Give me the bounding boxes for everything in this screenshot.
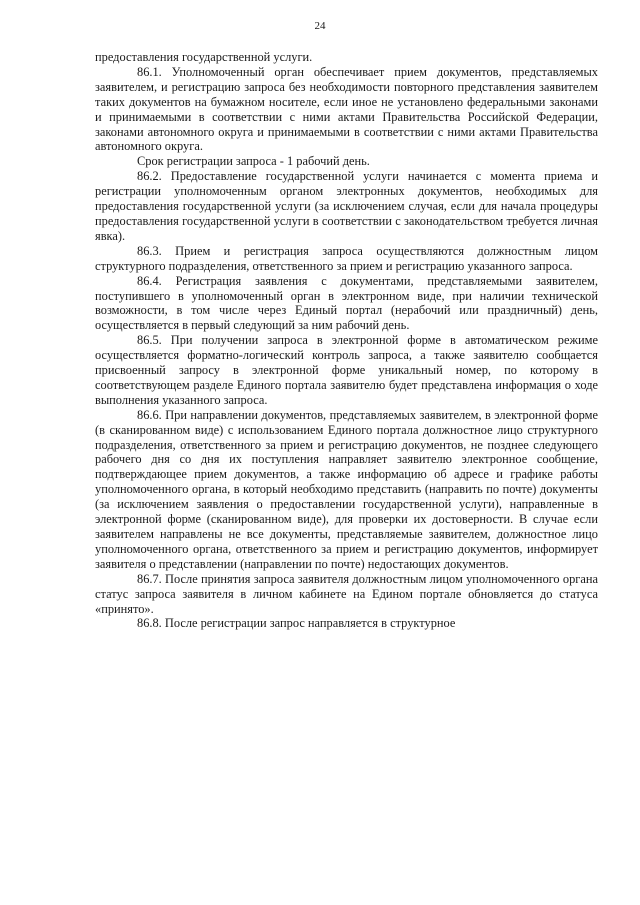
paragraph: Срок регистрации запроса - 1 рабочий день. xyxy=(137,154,370,169)
paragraph: 86.6. При направлении документов, представляемых заявителем, в электронной форме (в сканированном виде) с использованием Единого портала должностное лицо структурного подразделения, ответственного за прием и регистрацию документов, не позднее следующего рабочего дня со дня их поступления направляет заявителю электронное сообщение, подтверждающее прием документов, а также информацию об адресе и графике работы уполномоченного органа, в который необходимо представить (направить по почте) документы (за исключением заявления о предоставлении государственной услуги), направленные в электронной форме (сканированном виде), для проверки их достоверности. В случае если заявителем направлены не все документы, представляемые заявителем, должностное лицо уполномоченного органа, ответственного за прием и регистрацию документов, информирует заявителя о представлении (направлении по почте) недостающих документов. xyxy=(95,407,598,571)
paragraph: 86.7. После принятия запроса заявителя должностным лицом уполномоченного органа статус запроса заявителя в личном кабинете на Едином портале обновляется до статуса «принято». xyxy=(95,571,598,616)
page-number: 24 xyxy=(314,20,326,32)
paragraph: 86.5. При получении запроса в электронной форме в автоматическом режиме осуществляется форматно-логический контроль запроса, а также заявителю сообщается присвоенный запросу в электронной форме уникальный номер, по которому в соответствующем разделе Единого портала заявителю будет представлена информация о ходе выполнения указанного запроса. xyxy=(95,333,598,407)
paragraph: 86.3. Прием и регистрация запроса осуществляются должностным лицом структурного подразделения, ответственного за прием и регистрацию указанного запроса. xyxy=(95,243,598,273)
document-body xyxy=(95,50,598,631)
paragraph: 86.8. После регистрации запрос направляется в структурное xyxy=(137,616,456,631)
paragraph: предоставления государственной услуги. xyxy=(95,50,313,64)
paragraph: 86.4. Регистрация заявления с документами, представляемыми заявителем, поступившего в уполномоченный орган в электронном виде, при наличии технической возможности, в том числе через Единый портал (нерабочий или праздничный) день, осуществляется в первый следующий за ним рабочий день. xyxy=(95,273,598,333)
paragraph: 86.1. Уполномоченный орган обеспечивает прием документов, представляемых заявителем, и регистрацию запроса без необходимости повторного представления заявителем таких документов на бумажном носителе, если иное не установлено федеральными законами и принимаемыми в соответствии с ними актами Правительства Российской Федерации, законами автономного округа и принимаемыми в соответствии с ними актами Правительства автономного округа. xyxy=(95,64,598,154)
paragraph: 86.2. Предоставление государственной услуги начинается с момента приема и регистрации уполномоченным органом электронных документов, необходимых для предоставления государственной услуги (за исключением случая, если для начала процедуры предоставления государственной услуги в соответствии с законодательством требуется личная явка). xyxy=(95,169,598,243)
